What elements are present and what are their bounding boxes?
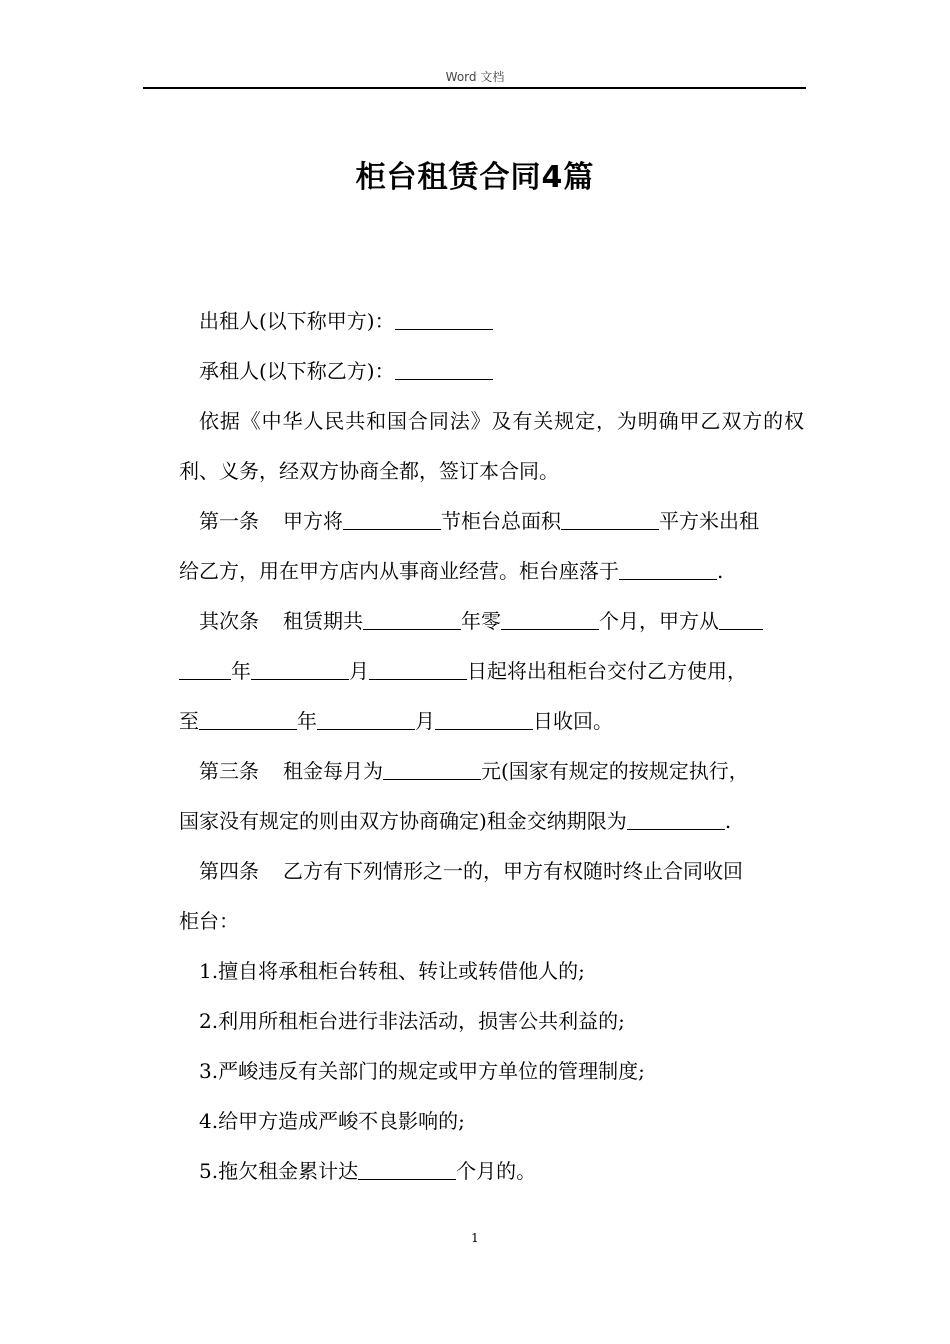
blank-field [251,659,349,680]
blank-field [561,509,659,530]
article-heading: 第一条 [199,509,259,533]
text-segment: 年 [297,709,317,733]
blank-field [383,759,481,780]
page-header: Word 文档 [445,70,505,84]
blank-field [395,309,493,330]
lessee-label: 承租人(以下称乙方)： [199,359,395,383]
text-segment: 元(国家有规定的按规定执行， [481,759,749,783]
text-segment: 月 [415,709,435,733]
article-heading: 第四条 [199,859,259,883]
list-item [179,1146,804,1196]
list-item: 2.利用所租柜台进行非法活动，损害公共利益的; [199,1009,625,1033]
text-segment: 5.拖欠租金累计达 [199,1159,359,1183]
text-segment: 节柜台总面积 [441,509,561,533]
paragraph-preamble: 依据《中华人民共和国合同法》及有关规定，为明确甲乙双方的权利、义务，经双方协商全都，签订本合同。 [179,409,804,483]
list-item: 3.严峻违反有关部门的规定或甲方单位的管理制度; [199,1059,645,1083]
list-item: 4.给甲方造成严峻不良影响的; [199,1109,465,1133]
blank-field [317,709,415,730]
header-divider [143,87,806,89]
blank-field [363,609,461,630]
blank-field [395,359,493,380]
list-item: 1.擅自将承租柜台转租、转让或转借他人的; [199,959,585,983]
blank-field [179,659,231,680]
article-3-line-2 [179,796,804,846]
article-2-line-2 [179,646,804,696]
lessor-label: 出租人(以下称甲方)： [199,309,395,333]
blank-field [369,659,467,680]
blank-field [627,809,725,830]
text-segment: 给乙方，用在甲方店内从事商业经营。柜台座落于 [179,559,619,583]
article-4-line-1 [179,846,804,896]
text-segment: 平方米出租 [659,509,759,533]
article-3-line-1 [179,746,804,796]
paragraph-lessor [179,296,804,346]
text-segment: 月 [349,659,369,683]
article-heading: 其次条 [199,609,259,633]
text-segment: 租赁期共 [283,609,363,633]
blank-field [358,1159,456,1180]
article-4-line-2: 柜台： [179,909,239,933]
text-segment: 年 [231,659,251,683]
article-heading: 第三条 [199,759,259,783]
text-segment: 日起将出租柜台交付乙方使用， [467,659,747,683]
text-segment: 国家没有规定的则由双方协商确定)租金交纳期限为 [179,809,627,833]
text-segment: 乙方有下列情形之一的，甲方有权随时终止合同收回 [283,859,743,883]
text-segment: 至 [179,709,199,733]
text-segment: . [717,559,724,583]
text-segment: 个月，甲方从 [599,609,719,633]
blank-field [719,609,763,630]
blank-field [501,609,599,630]
article-1-line-2 [179,546,804,596]
article-2-line-1 [179,596,804,646]
text-segment: 个月的。 [456,1159,537,1183]
blank-field [435,709,533,730]
blank-field [199,709,297,730]
article-1-line-1 [179,496,804,546]
text-segment: 年零 [461,609,501,633]
page-number: 1 [471,1231,479,1245]
blank-field [619,559,717,580]
article-2-line-3 [179,696,804,746]
text-segment: 甲方将 [283,509,343,533]
document-title: 柜台租赁合同4篇 [355,160,595,195]
blank-field [343,509,441,530]
text-segment: 租金每月为 [283,759,383,783]
text-segment: . [724,809,732,833]
text-segment: 日收回。 [533,709,613,733]
paragraph-lessee [179,346,804,396]
document-body [179,296,804,1196]
